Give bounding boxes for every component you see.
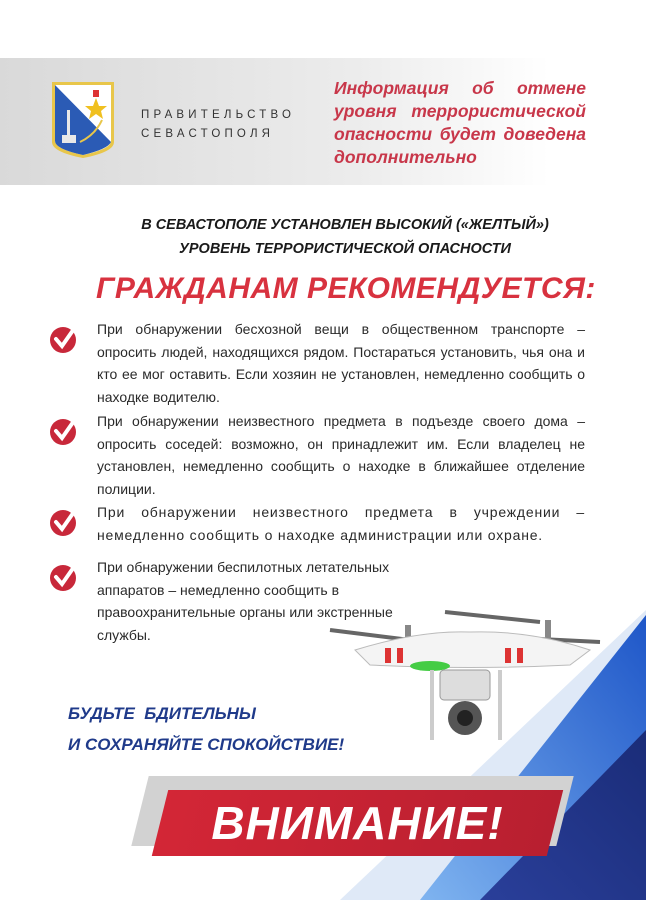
vigilance-message bbox=[68, 698, 344, 760]
recommendation-text: При обнаружении беспилотных летательных аппаратов – немедленно сообщить в правоохранительные органы или экстренные службы. bbox=[97, 559, 393, 643]
org-name bbox=[141, 106, 295, 144]
vigilance-line1: БУДЬТЕ БДИТЕЛЬНЫ bbox=[68, 704, 256, 723]
vigilance-line2: И СОХРАНЯЙТЕ СПОКОЙСТВИЕ! bbox=[68, 735, 345, 754]
org-name-line2: СЕВАСТОПОЛЯ bbox=[141, 128, 275, 140]
threat-level-heading bbox=[100, 213, 590, 261]
checkmark-icon bbox=[48, 322, 80, 354]
threat-level-line2: УРОВЕНЬ ТЕРРОРИСТИЧЕСКОЙ ОПАСНОСТИ bbox=[179, 241, 511, 257]
sevastopol-crest-logo bbox=[50, 80, 116, 160]
recommendation-text: При обнаружении неизвестного предмета в учреждении – немедленно сообщить о находке администрации или охране. bbox=[97, 504, 585, 543]
threat-level-line1: В СЕВАСТОПОЛЕ УСТАНОВЛЕН ВЫСОКИЙ («ЖЕЛТЫЙ») bbox=[141, 217, 549, 233]
checkmark-icon bbox=[48, 414, 80, 446]
cancellation-notice: Информация об отмене уровня террористической опасности будет доведена дополнительно bbox=[334, 78, 586, 167]
attention-banner-text: ВНИМАНИЕ! bbox=[211, 797, 504, 849]
checkmark-icon bbox=[48, 505, 80, 537]
org-name-line1: ПРАВИТЕЛЬСТВО bbox=[141, 109, 296, 121]
recommendation-text: При обнаружении неизвестного предмета в подъезде своего дома – опросить соседей: возможно, он принадлежит им. Если владелец не установлен, немедленно сообщить о находке в ближайшее отделение полиции. bbox=[97, 413, 585, 497]
recommendations-title: ГРАЖДАНАМ РЕКОМЕНДУЕТСЯ: bbox=[96, 272, 596, 305]
recommendation-text: При обнаружении бесхозной вещи в общественном транспорте – опросить людей, находящихся рядом. Постараться установить, чья она и кто ее мог оставить. Если хозяин не установлен, немедленно сообщить о находке водителю. bbox=[97, 321, 585, 405]
